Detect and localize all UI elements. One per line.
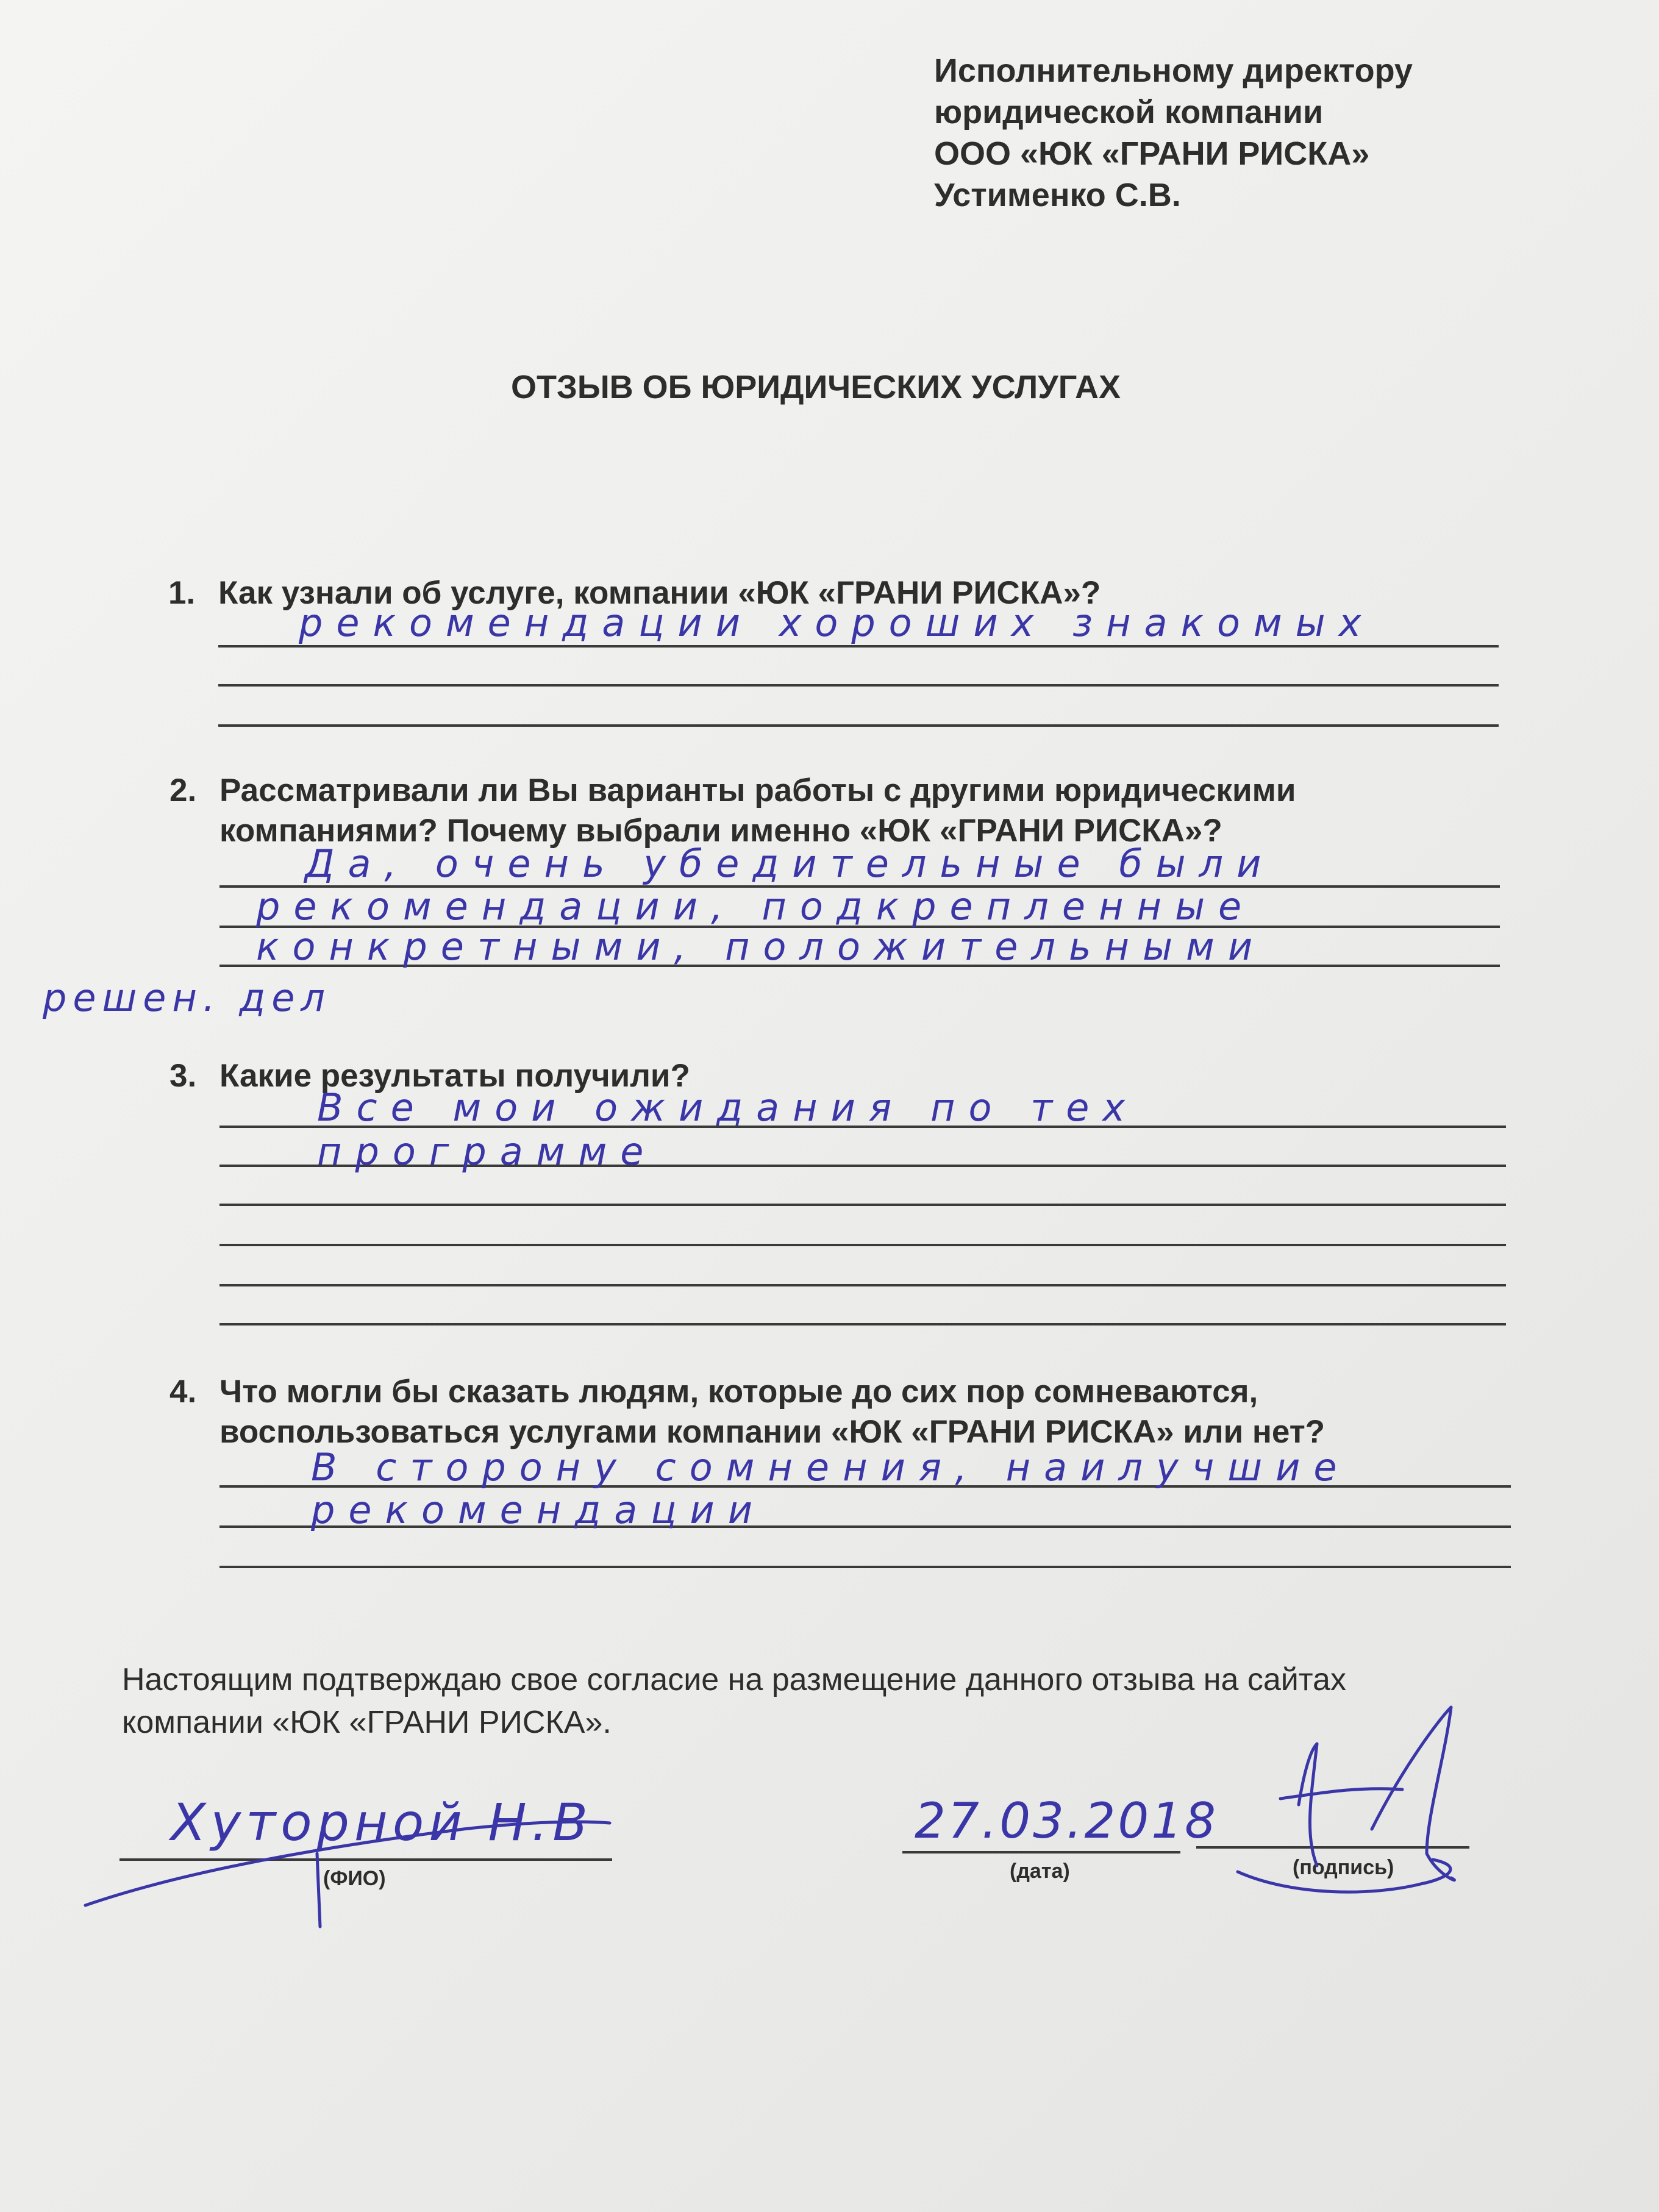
handwritten-answer: рекомендации хороших знакомых bbox=[299, 601, 1375, 645]
question-number: 3. bbox=[169, 1058, 197, 1094]
question-number: 4. bbox=[169, 1374, 197, 1410]
question-number: 2. bbox=[169, 772, 197, 808]
addressee-line: Исполнительному директору bbox=[934, 52, 1413, 89]
question-text: Как узнали об услуге, компании «ЮК «ГРАНИ РИСКА»? bbox=[218, 575, 1101, 611]
fio-descender bbox=[317, 1853, 320, 1927]
addressee-line: ООО «ЮК «ГРАНИ РИСКА» bbox=[934, 135, 1370, 172]
document-title: ОТЗЫВ ОБ ЮРИДИЧЕСКИХ УСЛУГАХ bbox=[511, 369, 1121, 405]
addressee-line: юридической компании bbox=[934, 94, 1324, 130]
addressee-line: Устименко С.В. bbox=[934, 177, 1181, 213]
signature-loop bbox=[1238, 1860, 1450, 1892]
handwritten-answer: Да, очень убедительные были bbox=[305, 841, 1275, 886]
handwritten-answer: Все мои ожидания по тех bbox=[317, 1085, 1139, 1130]
consent-line: компании «ЮК «ГРАНИ РИСКА». bbox=[122, 1705, 612, 1740]
consent-line: Настоящим подтверждаю свое согласие на размещение данного отзыва на сайтах bbox=[122, 1662, 1346, 1697]
handwritten-answer: конкретными, положительными bbox=[256, 924, 1266, 969]
signature-mark bbox=[1280, 1707, 1454, 1880]
fio-flourish bbox=[85, 1822, 610, 1905]
handwritten-answer: программе bbox=[317, 1129, 657, 1174]
date-label: (дата) bbox=[1010, 1860, 1070, 1883]
question-text: компаниями? Почему выбрали именно «ЮК «ГРАНИ РИСКА»? bbox=[219, 813, 1222, 849]
handwritten-answer: решен. дел bbox=[43, 976, 331, 1020]
question-text: воспользоваться услугами компании «ЮК «ГРАНИ РИСКА» или нет? bbox=[219, 1414, 1325, 1450]
handwritten-date: 27.03.2018 bbox=[915, 1793, 1219, 1849]
signature-label: (подпись) bbox=[1293, 1856, 1394, 1879]
question-number: 1. bbox=[168, 575, 196, 611]
fio-label: (ФИО) bbox=[323, 1867, 386, 1890]
question-text: Какие результаты получили? bbox=[219, 1058, 690, 1094]
handwritten-answer: В сторону сомнения, наилучшие bbox=[311, 1445, 1350, 1490]
question-text: Что могли бы сказать людям, которые до сих пор сомневаются, bbox=[219, 1374, 1258, 1410]
handwritten-fio: Хуторной Н.В bbox=[171, 1793, 593, 1852]
handwritten-answer: рекомендации bbox=[311, 1488, 766, 1532]
question-text: Рассматривали ли Вы варианты работы с другими юридическими bbox=[219, 772, 1296, 808]
handwritten-answer: рекомендации, подкрепленные bbox=[256, 884, 1255, 929]
